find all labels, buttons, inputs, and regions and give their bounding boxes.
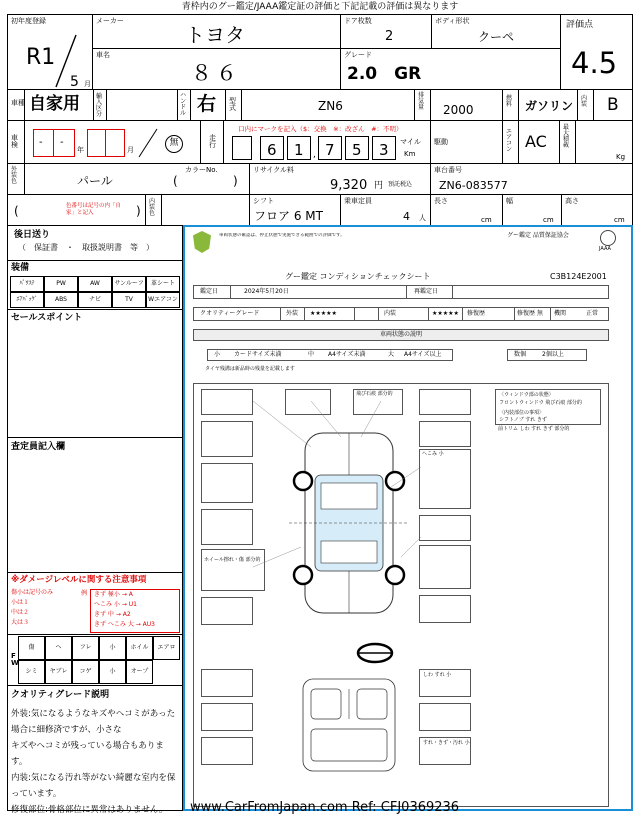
quality-cell [7, 685, 183, 815]
import-label-cell [93, 89, 107, 121]
repair-label: 修復歴 [467, 310, 486, 317]
size-small-desc: カードサイズ未満 [234, 351, 282, 358]
steering-wheel-icon [355, 641, 395, 665]
mileage-box-3: 7 [318, 136, 342, 160]
model-cell [241, 89, 415, 121]
recycle-value: 9,320 [330, 178, 368, 193]
height-cell [561, 194, 633, 226]
color-cell [24, 163, 250, 195]
quality-label: クオリティーグレード [200, 310, 260, 317]
drive-cell [430, 120, 503, 164]
height-cm: cm [614, 216, 625, 224]
count-legend [507, 349, 587, 361]
inspector-cell [7, 437, 183, 573]
model-label-cell [225, 89, 242, 121]
inner-cell [593, 89, 633, 121]
length-cell [430, 194, 503, 226]
interior-note-6 [419, 737, 471, 765]
note-wrinkle: しわ すれ 小 [423, 672, 452, 678]
chassis-label: 車台番号 [434, 166, 462, 174]
length-cm: cm [481, 216, 492, 224]
score-cell [560, 14, 633, 90]
doors-label: ドア枚数 [344, 17, 372, 25]
mileage-box-1: 6 [260, 136, 284, 160]
body-label: ボディ形状 [435, 17, 470, 25]
fuel-label-cell [502, 89, 519, 121]
grade-cell [340, 48, 561, 90]
equip-grid [10, 276, 180, 308]
tire-note: タイヤ残溝は新品時の残量を記載します [205, 366, 295, 372]
equip-item: ｴｱﾊﾞｯｸﾞ [10, 292, 44, 308]
docs-cell [7, 225, 183, 261]
card-intro: 車両状態の確認は、停止状態で実施できる範囲での評価です。 [219, 233, 345, 238]
body-value: クーペ [478, 30, 515, 44]
run-label: 走行 [209, 134, 216, 149]
mark-item: 小 [99, 660, 126, 684]
shaken-month-unit: 月 [127, 146, 134, 154]
note-stone: 飛び石痕 部分的 [356, 391, 393, 397]
shaken-label: 車検 [11, 134, 18, 149]
inner-color-label-cell [145, 194, 162, 226]
cc-label-cell [414, 89, 431, 121]
handle-label: ハンドル [180, 92, 187, 117]
shaken-year-unit: 年 [77, 146, 84, 154]
card-org: グー鑑定 品質保証協会 [507, 232, 569, 239]
capacity-label: 乗車定員 [344, 197, 372, 205]
mark-item: 傷 [18, 636, 45, 660]
inner-label-cell [577, 89, 594, 121]
import-cell [106, 89, 178, 121]
size-legend [207, 349, 453, 361]
size-large-desc: A4サイズ以上 [404, 351, 442, 358]
recycle-yen: 円 [374, 181, 384, 191]
length-label: 長さ [434, 197, 448, 205]
quality-title: クオリティグレード説明 [11, 690, 110, 700]
interior-text-2: 前トリム しわ すれ きず 部分的 [498, 426, 570, 432]
model-value: ZN6 [318, 99, 343, 113]
quality-row [193, 307, 609, 321]
damage-example-1: へこみ 小 → U1 [94, 601, 137, 608]
equip-item: ﾊﾟﾜｽﾃ [10, 276, 44, 292]
chassis-cell [430, 163, 633, 195]
ac-cell [518, 120, 560, 164]
size-small: 小 [214, 351, 221, 358]
marks-grid [18, 636, 180, 684]
mileage-cell: 口内にマークを記入（$：交換 ※：改ざん #：不明） 6 1 , 7 5 3 マイル Km [223, 120, 431, 164]
reappraisal-label: 再鑑定日 [414, 288, 439, 295]
condition-card [183, 225, 633, 811]
capacity-value: 4 [403, 210, 410, 223]
sales-cell [7, 309, 183, 438]
damage-scale-2: 中は２ [11, 609, 30, 616]
shaken-slash [137, 127, 159, 159]
run-label-cell [200, 120, 224, 164]
mile-label: マイル [400, 138, 421, 146]
shift-cell [249, 194, 341, 226]
mileage-note: 口内にマークを記入（$：交換 ※：改ざん #：不明） [238, 125, 403, 133]
load-label: 最大積載 [563, 124, 570, 149]
equip-label: 装備 [11, 263, 30, 273]
mark-item: ホイル [126, 636, 153, 660]
km-label: Km [404, 150, 416, 158]
recycle-label: リサイクル料 [253, 166, 295, 174]
interior-title: 〈内装部位の事項〉 [499, 410, 545, 416]
mark-item: エアロ [153, 636, 180, 660]
cc-cell [430, 89, 503, 121]
interior-text-1: シフトノブ すれ きず [499, 417, 547, 423]
damage-scale-0: 傷小は記号のみ [11, 589, 54, 596]
row5-open: ( [14, 204, 19, 218]
docs-value: （ 保証書 ・ 取扱説明書 等 ） [18, 243, 154, 252]
window-box [495, 389, 601, 425]
first-reg-era: R1 [26, 45, 56, 70]
plate-label: 車種 [11, 99, 25, 107]
interior-note-2 [419, 669, 471, 697]
repair-value: 修復歴 無 [517, 310, 543, 317]
plate-value: 自家用 [29, 94, 80, 114]
shaken-label-cell [7, 120, 25, 164]
car-interior-view [297, 675, 401, 775]
handle-value: 右 [197, 93, 217, 115]
note-dent: へこみ 小 [422, 451, 444, 457]
fuel-cell [518, 89, 578, 121]
chassis-value: ZN6-083577 [439, 179, 508, 192]
first-reg-label: 初年度登録 [11, 17, 46, 25]
width-cm: cm [543, 216, 554, 224]
equip-item: ナビ [78, 292, 112, 308]
colorno-open: ( [173, 174, 178, 188]
shaken-month-box [87, 129, 125, 157]
inner-color-cell [161, 194, 250, 226]
window-text: フロントウィンドウ 飛び石痕 部分的 [499, 400, 582, 406]
width-cell [502, 194, 562, 226]
note-box-5 [201, 421, 253, 457]
mileage-box-4: 5 [345, 136, 369, 160]
load-cell [575, 120, 633, 164]
equip-item: AW [78, 276, 112, 292]
exterior-stars: ★★★★★ [310, 310, 337, 317]
score-value: 4.5 [571, 46, 618, 80]
colorno-close: ) [233, 174, 238, 188]
shaken-dash-2: - [60, 137, 64, 148]
docs-label: 後日送り [14, 230, 51, 240]
maker-label: メーカー [96, 17, 124, 25]
interior-note-1 [201, 669, 253, 697]
engine-value: 正常 [586, 310, 599, 317]
date-value: 2024年5月20日 [244, 288, 289, 295]
cc-value: 2000 [443, 103, 474, 117]
jaaa-label: JAAA [599, 246, 611, 252]
colorno-label: カラーNo. [185, 166, 218, 174]
capacity-person: 人 [419, 214, 426, 222]
inner-value: B [607, 95, 619, 115]
interior-note-3 [201, 703, 253, 731]
footer-watermark: www.CarFromJapan.com Ref: CFJ0369236 [190, 800, 460, 815]
engine-label: 機関 [554, 310, 567, 317]
quality-text: 外装:気になるようなキズやヘコミがあった場合に細修済ですが、小さな キズやヘコミが残っている場合もあります。 内装:気になる汚れ等がない綺麗な室内を保っています。 修復部位:骨格部位に異常はありません。 [11, 709, 176, 815]
grade-value: 2.0 GR [347, 64, 422, 84]
interior-note-4 [419, 703, 471, 731]
ac-value: AC [525, 132, 547, 151]
damage-scale-3: 大は３ [11, 619, 30, 626]
damage-example-2: きず 中 → A2 [94, 611, 131, 618]
size-mid: 中 [308, 351, 315, 358]
mark-item: シミ [18, 660, 45, 684]
color-note: 色番号は記号の内「自家」と記入 [66, 203, 122, 217]
capacity-cell [340, 194, 431, 226]
mark-item: コゲ [72, 660, 99, 684]
count-label: 数個 [514, 351, 527, 358]
car-name-cell [92, 48, 341, 90]
count-value: 2個以上 [542, 351, 564, 358]
plate-cell [24, 89, 94, 121]
load-kg: Kg [616, 153, 626, 161]
recycle-deposit: 預託税込 [388, 181, 413, 188]
size-mid-desc: A4サイズ未満 [328, 351, 366, 358]
shaken-cell [24, 120, 201, 164]
section-title-bar [193, 329, 609, 341]
ac-label: エアコン [506, 128, 513, 153]
mark-item: オープ [126, 660, 153, 684]
goo-shield-icon [193, 231, 211, 253]
equip-item: サンルーフ [112, 276, 146, 292]
damage-example-box [81, 589, 180, 633]
color-label: 外装色 [11, 166, 18, 185]
shaken-dash-1: - [39, 137, 43, 148]
equip-item: TV [112, 292, 146, 308]
shift-value: フロア 6 MT [254, 209, 323, 223]
cc-label: 排気量 [418, 92, 425, 111]
inner-label: 内装 [581, 95, 588, 108]
section-title: 車両状態の説明 [379, 331, 422, 338]
equip-item: PW [44, 276, 78, 292]
mark-item: フレ [72, 636, 99, 660]
exterior-label: 外装 [286, 310, 299, 317]
header-note: 青枠内のグー鑑定/JAAA鑑定証の評価と下記記載の評価は異なります [181, 2, 459, 12]
maker-value: トヨタ [185, 23, 245, 47]
damage-example-3: きず へこみ 大 → AU3 [94, 621, 155, 628]
doors-value: 2 [385, 29, 394, 44]
score-label: 評価点 [566, 20, 594, 30]
none-mark: 無 [165, 135, 183, 153]
date-label: 鑑定日 [200, 288, 219, 295]
drive-label: 駆動 [434, 138, 448, 146]
color-value: パール [77, 174, 113, 188]
mileage-box-2: 1 [287, 136, 311, 160]
card-code: C3B124E2001 [550, 272, 607, 281]
note-box-8 [201, 463, 253, 503]
first-reg-cell [7, 14, 93, 90]
note-box-9 [201, 509, 253, 545]
damage-cell [7, 572, 183, 635]
damage-title: ※ダメージレベルに関する注意事項 [11, 575, 147, 585]
model-label: 型式 [229, 97, 236, 112]
window-title: 〈ウィンドウ部の状態〉 [499, 392, 554, 398]
interior-note-5 [201, 737, 253, 765]
color-label-cell [7, 163, 25, 195]
body-cell [431, 14, 561, 49]
damage-example-label: 例 [81, 590, 88, 597]
note-box-13 [201, 597, 253, 625]
mark-item: 小 [99, 636, 126, 660]
recycle-cell [249, 163, 431, 195]
inner-color-label: 内装色 [149, 198, 156, 217]
equip-item: Wエアコン [146, 292, 180, 308]
damage-example-0: きず 極小 → A [94, 591, 133, 598]
doors-cell [340, 14, 432, 49]
fuel-value: ガソリン [525, 99, 574, 113]
fw-label: F W [11, 652, 19, 667]
mark-item: ヤブレ [45, 660, 72, 684]
row5-close: ) [136, 204, 141, 218]
inspector-label: 査定員記入欄 [11, 442, 66, 452]
mileage-box-5: 3 [372, 136, 396, 160]
mark-item: ヘ [45, 636, 72, 660]
date-row [193, 285, 609, 299]
maker-cell [92, 14, 341, 49]
height-label: 高さ [565, 197, 579, 205]
plate-label-cell [7, 89, 25, 121]
load-label-cell [559, 120, 576, 164]
damage-scale-1: 小は１ [11, 599, 30, 606]
equip-item: 革シート [146, 276, 180, 292]
grade-label: グレード [344, 51, 372, 59]
interior-stars: ★★★★★ [432, 310, 459, 317]
card-title: グー鑑定 コンディションチェックシート [285, 272, 431, 281]
car-name-label: 車名 [96, 51, 110, 59]
note-scuff: すれ・きず・汚れ 小 [423, 740, 470, 746]
mileage-box-blank [232, 136, 252, 160]
leader-lines [251, 387, 501, 627]
handle-label-cell [177, 89, 191, 121]
handle-cell [190, 89, 226, 121]
colorno-cell [7, 194, 146, 226]
note-wheel: ホイール擦れ・傷 部分的 [204, 557, 261, 563]
fuel-label: 燃料 [506, 95, 513, 108]
note-box-1 [201, 389, 253, 415]
interior-label: 内装 [384, 310, 397, 317]
sales-label: セールスポイント [11, 313, 83, 323]
shift-label: シフト [253, 197, 274, 205]
size-large: 大 [388, 351, 395, 358]
ac-label-cell [502, 120, 519, 164]
import-label: 輸入区分 [96, 93, 103, 118]
car-name-value: ８６ [191, 61, 241, 85]
jaaa-seal-icon [600, 230, 616, 246]
first-reg-month: 5 [70, 74, 79, 90]
width-label: 幅 [506, 197, 513, 205]
equip-item: ABS [44, 292, 78, 308]
first-reg-month-unit: 月 [84, 80, 91, 88]
